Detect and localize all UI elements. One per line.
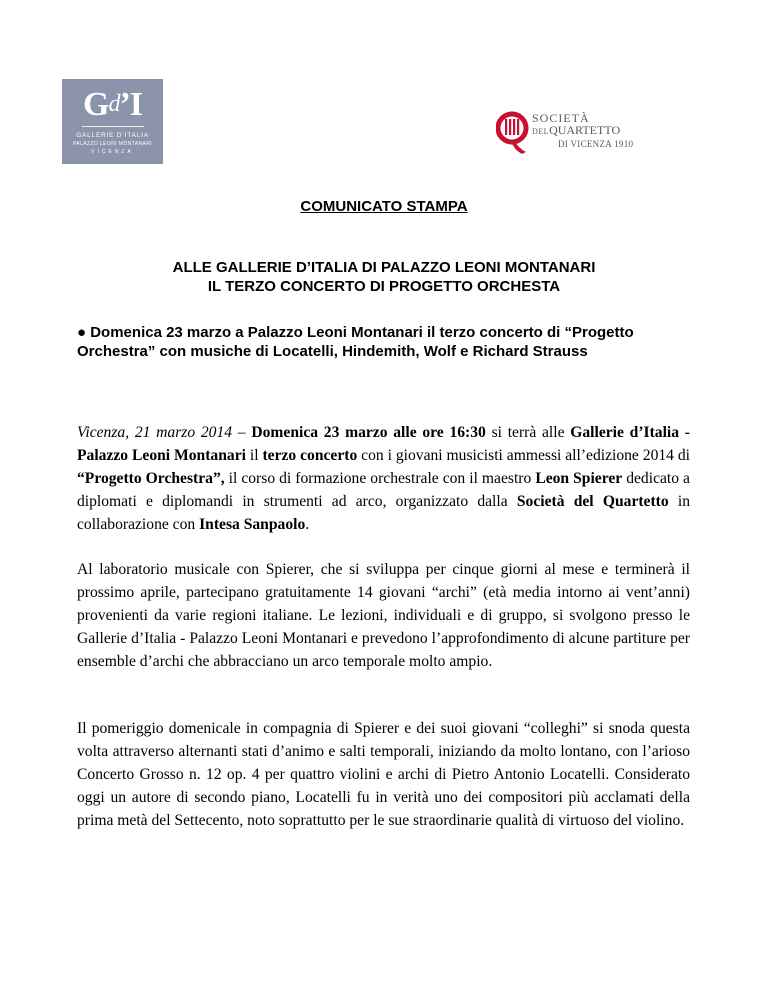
press-release-heading: COMUNICATO STAMPA xyxy=(300,198,468,215)
paragraph-intro: Vicenza, 21 marzo 2014 – Domenica 23 marzo alle ore 16:30 si terrà alle Gallerie d’Italia - Palazzo Leoni Montanari il terzo concerto con i giovani musicisti ammessi all’edizione 2014 di “Progetto Orchestra”, il corso di formazione orchestrale con il maestro Leon Spierer dedicato a diplomati e diplomandi in strumenti ad arco, organizzato dalla Società del Quartetto in collaborazione con Intesa Sanpaolo. xyxy=(77,424,690,533)
logo-line-palazzo: PALAZZO LEONI MONTANARI xyxy=(72,141,153,147)
gallerie-italia-logo xyxy=(62,79,163,164)
summary-bullet: ● Domenica 23 marzo a Palazzo Leoni Montanari il terzo concerto di “Progetto Orchestra” con musiche di Locatelli, Hindemith, Wolf e Richard Strauss xyxy=(77,324,634,360)
paragraph-laboratorio: Al laboratorio musicale con Spierer, che si sviluppa per cinque giorni al mese e terminerà il prossimo aprile, partecipano gratuitamente 14 giovani “archi” (età media intorno ai vent’anni) provenienti da varie regioni italiane. Le lezioni, individuali e di gruppo, si svolgono presso le Gallerie d’Italia - Palazzo Leoni Montanari e prevedono l’approfondimento di alcune partiture per ensemble d’archi che abbracciano un arco temporale molto ampio. xyxy=(77,561,690,670)
logo-divider xyxy=(82,126,144,127)
logo-line-vicenza: VICENZA xyxy=(91,149,134,155)
societa-quartetto-logo xyxy=(496,110,666,158)
paragraph-pomeriggio: Il pomeriggio domenicale in compagnia di Spierer e dei suoi giovani “colleghi” si snoda questa volta attraverso alternanti stati d’animo e salti temporali, iniziando da molto lontano, con l’arioso Concerto Grosso n. 12 op. 4 per quattro violini e archi di Pietro Antonio Locatelli. Considerato oggi un autore di secondo piano, Locatelli fu in verità uno dei compositori più acclamati della prima metà del Settecento, noto soprattutto per le sue straordinarie qualità di virtuoso del violino. xyxy=(77,720,690,829)
quartetto-wordmark: SOCIETÀ DELQUARTETTO DI VICENZA 1910 xyxy=(532,111,634,149)
document-title: ALLE GALLERIE D’ITALIA DI PALAZZO LEONI MONTANARI IL TERZO CONCERTO DI PROGETTO ORCHESTA xyxy=(172,259,596,295)
gdi-monogram: Gd’I xyxy=(82,86,142,123)
logo-line-gallerie: GALLERIE D’ITALIA xyxy=(76,132,149,139)
quartetto-q-emblem-icon xyxy=(496,110,530,156)
